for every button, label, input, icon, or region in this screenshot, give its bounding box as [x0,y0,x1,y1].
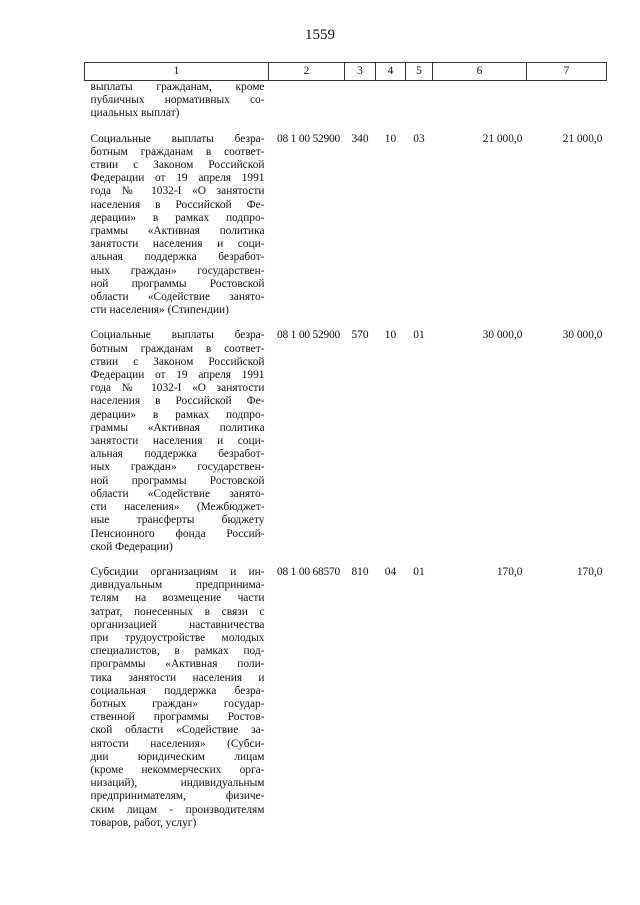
description-line: сти населения» (Межбюджет- [90,501,265,514]
amount-col-6: 170,0 [496,565,523,578]
header-row [85,63,607,81]
continuation-description [85,81,269,121]
description-line: ботным гражданам в соответ- [90,342,265,355]
description-line: года № 1032-I «О занятости [90,382,265,395]
description-line: специалистов, в рамках под- [90,645,265,658]
target-article-code: 08 1 00 52900 [277,329,340,342]
expense-type-code: 340 [351,132,369,145]
description-line: нятости населения» (Субси- [90,737,265,750]
description-line: ской области «Содействие за- [90,724,265,737]
description-line: (кроме некоммерческих орга- [90,763,265,776]
description-line: занятости населения и соци- [90,238,265,251]
description-line: дерации» в рамках подпро- [90,211,265,224]
amount-col-7: 30 000,0 [562,329,603,342]
description-line: ботным гражданам в соответ- [90,145,265,158]
table-row [85,566,607,830]
description-line: альная поддержка безработ- [90,251,265,264]
description-line: ной программы Ростовской [90,277,265,290]
description-line: ных граждан» государствен- [90,461,265,474]
description-line: Пенсионного фонда Россий- [90,527,265,540]
description-line: низаций), индивидуальным [90,777,265,790]
budget-table [84,62,607,830]
row-description [85,329,269,553]
description-line: товаров, работ, услуг) [90,816,197,829]
description-line: Социальные выплаты безра- [90,132,265,145]
description-line: затрат, понесенных в связи с [90,605,265,618]
description-line: при трудоустройстве молодых [90,631,265,644]
description-line: ные трансферты бюджету [90,514,265,527]
continuation-row [85,81,607,121]
table-row [85,133,607,318]
amount-col-6: 21 000,0 [482,132,523,145]
description-line: выплаты гражданам, кроме [90,81,265,93]
expense-type-code: 570 [351,329,369,342]
header-col-6: 6 [433,63,527,81]
header-col-1: 1 [85,63,269,81]
description-line: года № 1032-I «О занятости [90,185,265,198]
description-line: социальная поддержка безра- [90,684,265,697]
description-line: программы «Активная поли- [90,658,265,671]
description-line: граммы «Активная политика [90,225,265,238]
row-description [85,566,269,830]
description-line: дерации» в рамках подпро- [90,408,265,421]
description-line: области «Содействие занято- [90,487,265,500]
section-code: 10 [384,329,397,342]
amount-col-7: 170,0 [576,565,603,578]
description-line: циальных выплат) [90,107,180,120]
table-row [85,329,607,553]
description-line: Федерации от 19 апреля 1991 [90,172,265,185]
subsection-code: 01 [413,565,425,578]
header-col-5: 5 [406,63,433,81]
description-line: ствии с Законом Российской [90,355,265,368]
description-line: занятости населения и соци- [90,435,265,448]
description-line: граммы «Активная политика [90,421,265,434]
description-line: ствии с Законом Российской [90,159,265,172]
description-line: предпринимателям, физиче- [90,790,265,803]
description-line: дии юридическим лицам [90,750,265,763]
target-article-code: 08 1 00 68570 [277,565,340,578]
description-line: публичных нормативных со- [90,94,265,107]
description-line: Субсидии организациям и ин- [90,565,265,578]
amount-col-6: 30 000,0 [482,329,523,342]
expense-type-code: 810 [351,565,369,578]
description-line: ных граждан» государствен- [90,264,265,277]
description-line: ским лицам - производителям [90,803,265,816]
description-line: населения в Российской Фе- [90,198,265,211]
description-line: тика занятости населения и [90,671,265,684]
section-code: 04 [384,565,397,578]
description-line: ской Федерации) [90,540,173,553]
header-col-3: 3 [345,63,376,81]
target-article-code: 08 1 00 52900 [277,132,340,145]
description-line: ной программы Ростовской [90,474,265,487]
row-description [85,133,269,318]
description-line: организацией наставничества [90,618,265,631]
amount-col-7: 21 000,0 [562,132,603,145]
description-line: Федерации от 19 апреля 1991 [90,369,265,382]
description-line: альная поддержка безработ- [90,448,265,461]
description-line: дивидуальным предпринима- [90,579,265,592]
header-col-4: 4 [376,63,406,81]
description-line: населения в Российской Фе- [90,395,265,408]
description-line: сти населения» (Стипендии) [90,304,229,317]
description-line: ботных граждан» государ- [90,697,265,710]
subsection-code: 01 [413,329,425,342]
subsection-code: 03 [413,132,425,145]
description-line: Социальные выплаты безра- [90,329,265,342]
description-line: ственной программы Ростов- [90,711,265,724]
section-code: 10 [384,132,397,145]
description-line: области «Содействие занято- [90,291,265,304]
header-col-7: 7 [527,63,607,81]
page-number: 1559 [305,27,335,43]
header-col-2: 2 [269,63,345,81]
description-line: телям на возмещение части [90,592,265,605]
